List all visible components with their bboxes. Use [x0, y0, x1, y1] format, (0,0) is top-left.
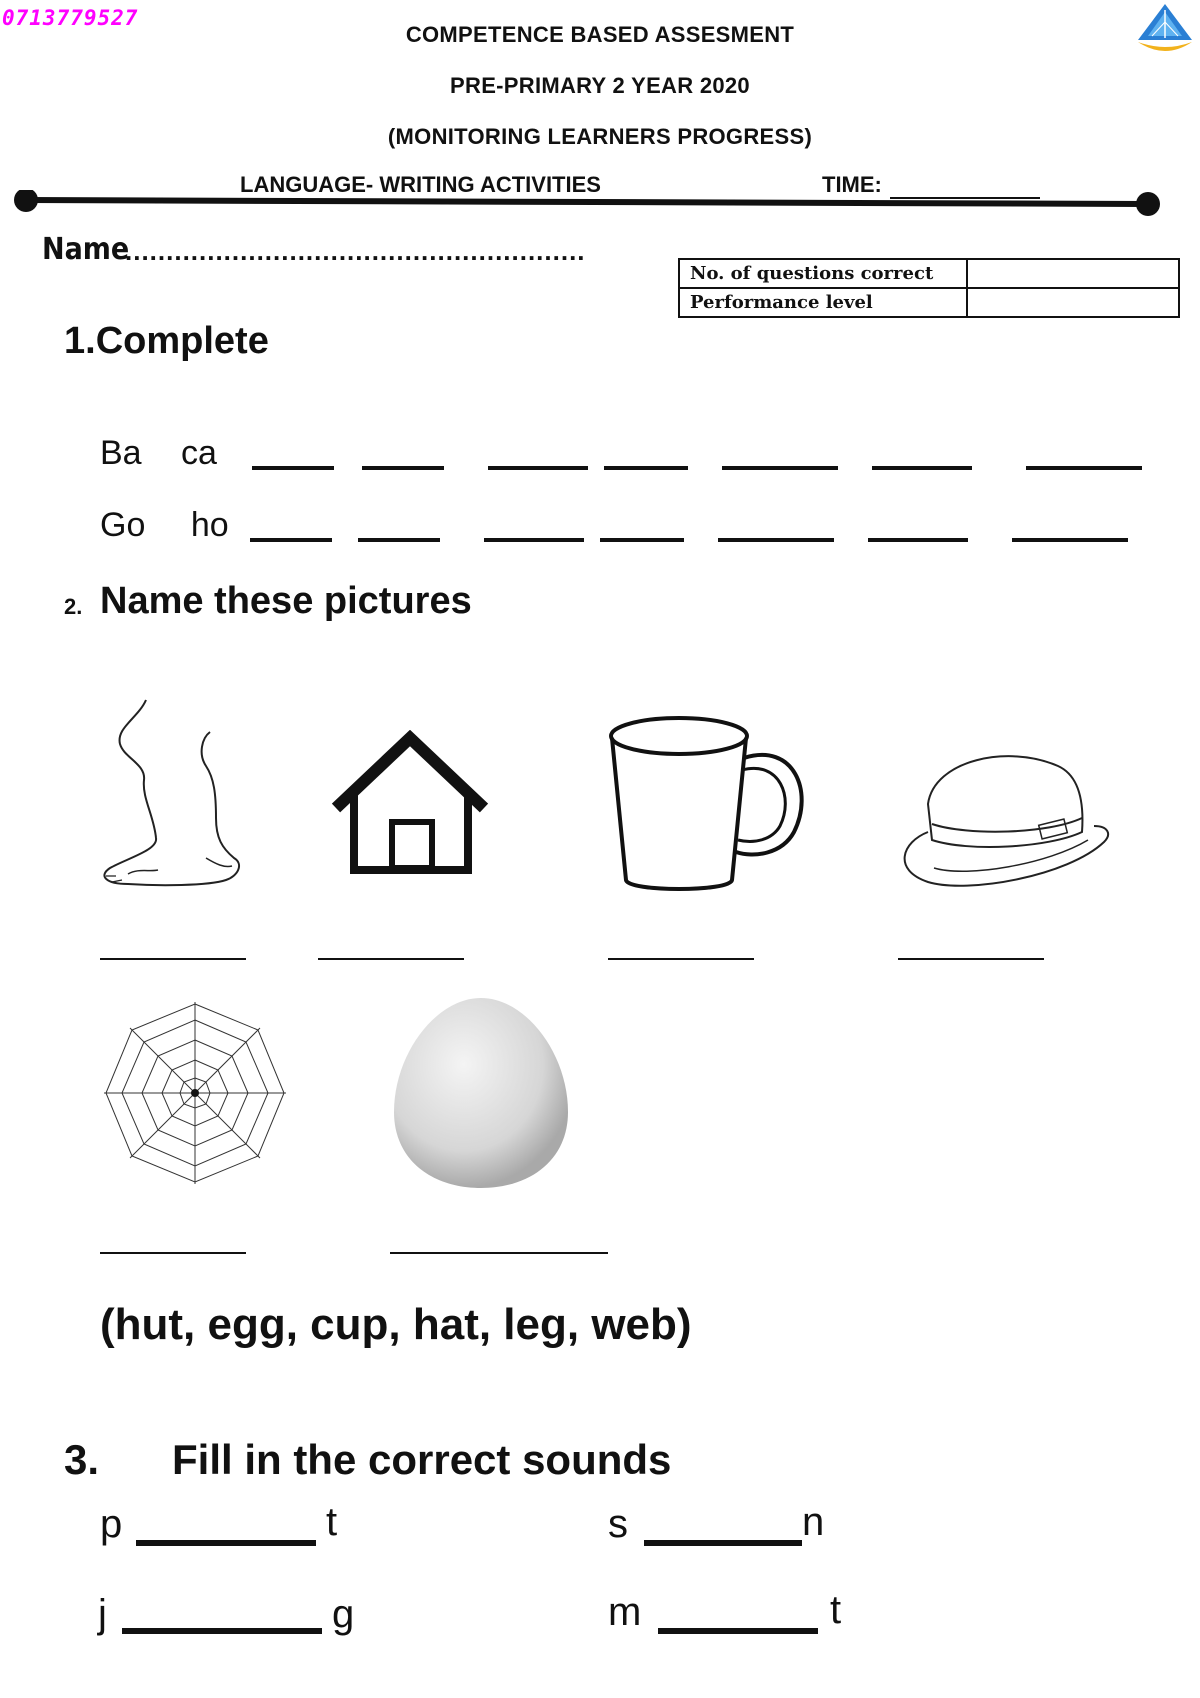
hut-picture: [330, 730, 490, 880]
section2-title: Name these pictures: [100, 580, 472, 622]
header-class-year: PRE-PRIMARY 2 YEAR 2020: [450, 73, 750, 98]
sound-blank[interactable]: [136, 1540, 316, 1546]
word-bank: (hut, egg, cup, hat, leg, web): [100, 1300, 692, 1349]
performance-label: Performance level: [679, 288, 967, 317]
picture-answer-line[interactable]: [318, 958, 464, 960]
name-answer-line[interactable]: ........................................................: [125, 236, 586, 266]
web-picture: [100, 998, 290, 1188]
sound-end: t: [830, 1588, 842, 1632]
subject-label: LANGUAGE- WRITING ACTIVITIES: [240, 172, 601, 197]
table-row: [679, 288, 1179, 317]
answer-blank[interactable]: [604, 466, 688, 470]
sound-blank[interactable]: [644, 1540, 802, 1546]
answer-blank[interactable]: [600, 538, 684, 542]
picture-answer-line[interactable]: [100, 1252, 246, 1254]
header-subtitle: (MONITORING LEARNERS PROGRESS): [387, 124, 813, 149]
complete-row-ba: [100, 434, 217, 473]
picture-answer-line[interactable]: [100, 958, 246, 960]
name-label: Name: [42, 232, 130, 267]
table-row: [679, 259, 1179, 288]
score-value[interactable]: [967, 259, 1179, 288]
answer-blank[interactable]: [1026, 466, 1142, 470]
sound-blank[interactable]: [658, 1628, 818, 1634]
word-start: Ba: [100, 434, 142, 472]
answer-blank[interactable]: [362, 466, 444, 470]
answer-blank[interactable]: [488, 466, 588, 470]
complete-row-go: [100, 506, 229, 545]
score-table: [678, 258, 1180, 318]
answer-blank[interactable]: [868, 538, 968, 542]
phone-number: 0713779527: [2, 6, 139, 30]
sound-start: j: [98, 1592, 107, 1636]
picture-answer-line[interactable]: [898, 958, 1044, 960]
picture-answer-line[interactable]: [390, 1252, 608, 1254]
performance-value[interactable]: [967, 288, 1179, 317]
header-title: COMPETENCE BASED ASSESMENT: [405, 22, 795, 47]
answer-blank[interactable]: [718, 538, 834, 542]
score-label: No. of questions correct: [679, 259, 967, 288]
sound-start: m: [608, 1590, 642, 1634]
answer-blank[interactable]: [1012, 538, 1128, 542]
answer-blank[interactable]: [722, 466, 838, 470]
section3-title: Fill in the correct sounds: [172, 1436, 672, 1483]
picture-answer-line[interactable]: [608, 958, 754, 960]
section3-number: 3.: [64, 1436, 100, 1483]
time-label: TIME:: [822, 172, 882, 197]
egg-picture: [386, 994, 576, 1190]
answer-blank[interactable]: [358, 538, 440, 542]
sound-end: n: [802, 1500, 825, 1544]
leg-picture: [98, 698, 248, 898]
answer-blank[interactable]: [250, 538, 332, 542]
answer-blank[interactable]: [484, 538, 584, 542]
time-answer-line[interactable]: [890, 197, 1040, 199]
sound-end: t: [326, 1500, 338, 1544]
word-start: Go: [100, 506, 146, 544]
word-part: ca: [181, 434, 217, 472]
answer-blank[interactable]: [252, 466, 334, 470]
hat-picture: [898, 748, 1112, 894]
answer-blank[interactable]: [872, 466, 972, 470]
cup-picture: [604, 712, 810, 902]
section2-number: 2.: [64, 594, 83, 619]
sound-start: s: [608, 1502, 628, 1546]
word-part: ho: [190, 506, 229, 544]
sound-start: p: [100, 1502, 123, 1546]
section1-title: 1.Complete: [64, 320, 269, 362]
sound-blank[interactable]: [122, 1628, 322, 1634]
sound-end: g: [332, 1592, 355, 1636]
